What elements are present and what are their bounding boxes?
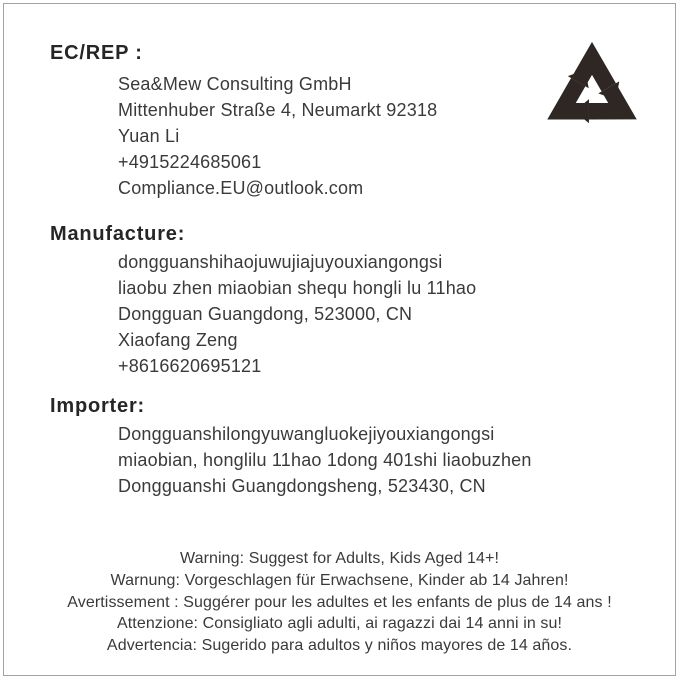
recycling-icon [537,32,647,142]
manufacture-phone: +8616620695121 [118,356,262,376]
warning-line-de: Warnung: Vorgeschlagen für Erwachsene, Kinder ab 14 Jahren! [110,571,569,589]
importer-address-1: miaobian, honglilu 11hao 1dong 401shi liaobuzhen [118,450,532,470]
warning-line-en: Warning: Suggest for Adults, Kids Aged 14+! [179,550,499,567]
importer-address-2: Dongguanshi Guangdongsheng, 523430, CN [118,476,486,496]
warning-line-fr: Avertissement : Suggérer pour les adultes et les enfants de plus de 14 ans ! [67,593,612,611]
warnings-block [0,548,679,657]
importer-heading: Importer: [50,395,145,417]
recycling-icon-svg [537,32,647,142]
ecrep-contact-name: Yuan Li [118,126,180,146]
ecrep-company: Sea&Mew Consulting GmbH [118,74,352,94]
manufacture-address-2: Dongguan Guangdong, 523000, CN [118,304,413,324]
ecrep-phone: +4915224685061 [118,152,262,172]
ecrep-heading: EC/REP : [50,42,143,64]
manufacture-address-1: liaobu zhen miaobian shequ hongli lu 11hao [118,278,477,298]
manufacture-lines [118,249,476,379]
importer-lines [118,421,532,499]
manufacture-heading: Manufacture: [50,223,186,245]
warning-line-es: Advertencia: Sugerido para adultos y niños mayores de 14 años. [106,637,573,655]
manufacture-contact-name: Xiaofang Zeng [118,330,238,350]
ecrep-email: Compliance.EU@outlook.com [118,178,364,198]
warning-line-it: Attenzione: Consigliato agli adulti, ai ragazzi dai 14 anni in su! [116,615,563,633]
importer-company: Dongguanshilongyuwangluokejiyouxiangongsi [118,424,495,444]
ecrep-address: Mittenhuber Straße 4, Neumarkt 92318 [118,100,438,120]
manufacture-company: dongguanshihaojuwujiajuyouxiangongsi [118,252,443,272]
ecrep-lines [118,71,437,201]
